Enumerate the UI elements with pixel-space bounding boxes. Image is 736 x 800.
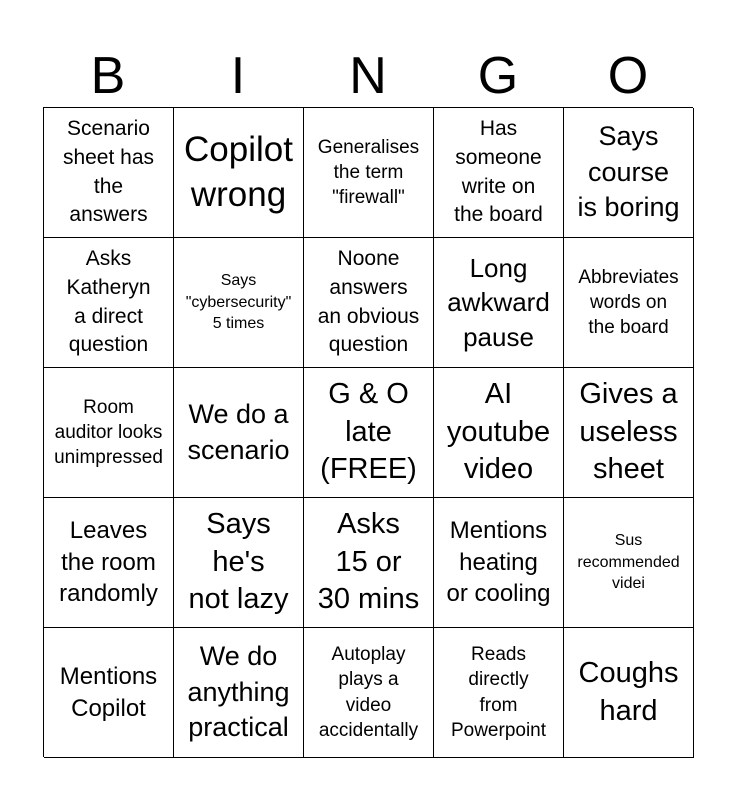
bingo-cell[interactable] (304, 238, 434, 368)
header-letter-n: N (349, 47, 387, 105)
cell-text: Reads directly from Powerpoint (450, 643, 547, 741)
bingo-cell[interactable] (44, 368, 174, 498)
bingo-cell[interactable] (44, 238, 174, 368)
bingo-cell[interactable] (44, 628, 174, 758)
cell-text: Sus recommended videi (577, 532, 680, 593)
bingo-cell[interactable] (304, 628, 434, 758)
bingo-cell[interactable] (174, 628, 304, 758)
header-letter-i: I (230, 47, 246, 105)
bingo-cell[interactable] (434, 368, 564, 498)
bingo-cell[interactable] (174, 108, 304, 238)
bingo-cell[interactable] (174, 498, 304, 628)
bingo-cell[interactable] (564, 498, 694, 628)
cell-text: Room auditor looks unimpressed (54, 396, 163, 469)
cell-text: We do a scenario (187, 398, 290, 465)
bingo-cell[interactable] (564, 368, 694, 498)
cell-text: Generalises the term "firewall" (317, 136, 420, 209)
bingo-cell[interactable] (434, 108, 564, 238)
header-letter-o: O (607, 47, 649, 105)
bingo-cell[interactable] (304, 108, 434, 238)
cell-text: Long awkward pause (447, 252, 550, 352)
bingo-cell[interactable] (44, 498, 174, 628)
cell-text: Abbreviates words on the board (578, 266, 679, 339)
bingo-cell[interactable] (564, 628, 694, 758)
bingo-cell[interactable] (44, 108, 174, 238)
bingo-cell[interactable] (434, 628, 564, 758)
cell-text: Copilot wrong (184, 130, 293, 214)
bingo-cell[interactable] (564, 238, 694, 368)
cell-text: Scenario sheet has the answers (62, 117, 155, 227)
cell-text: G & O late (FREE) (320, 377, 417, 486)
cell-text: Mentions Copilot (59, 662, 158, 722)
bingo-cell[interactable] (304, 368, 434, 498)
cell-text: Gives a useless sheet (579, 377, 678, 486)
cell-text: Asks 15 or 30 mins (317, 507, 420, 616)
cell-text: We do anything practical (187, 640, 290, 743)
cell-text: Autoplay plays a video accidentally (318, 643, 419, 741)
header-letter-b: B (90, 47, 126, 105)
bingo-grid (43, 107, 693, 757)
bingo-cell[interactable] (434, 498, 564, 628)
bingo-header (43, 44, 693, 108)
cell-text: Noone answers an obvious question (317, 247, 420, 357)
cell-text: Has someone write on the board (454, 117, 543, 227)
bingo-cell[interactable] (434, 238, 564, 368)
cell-text: Says course is boring (577, 120, 680, 223)
cell-text: Coughs hard (578, 656, 679, 727)
cell-text: Says he's not lazy (188, 507, 289, 616)
cell-text: Says "cybersecurity" 5 times (185, 272, 292, 333)
bingo-cell[interactable] (564, 108, 694, 238)
header-letter-g: G (477, 47, 519, 105)
cell-text: Leaves the room randomly (59, 516, 158, 608)
bingo-cell[interactable] (174, 368, 304, 498)
cell-text: AI youtube video (446, 377, 551, 486)
cell-text: Asks Katheryn a direct question (66, 247, 151, 357)
bingo-cell[interactable] (304, 498, 434, 628)
bingo-cell[interactable] (174, 238, 304, 368)
cell-text: Mentions heating or cooling (446, 516, 551, 608)
